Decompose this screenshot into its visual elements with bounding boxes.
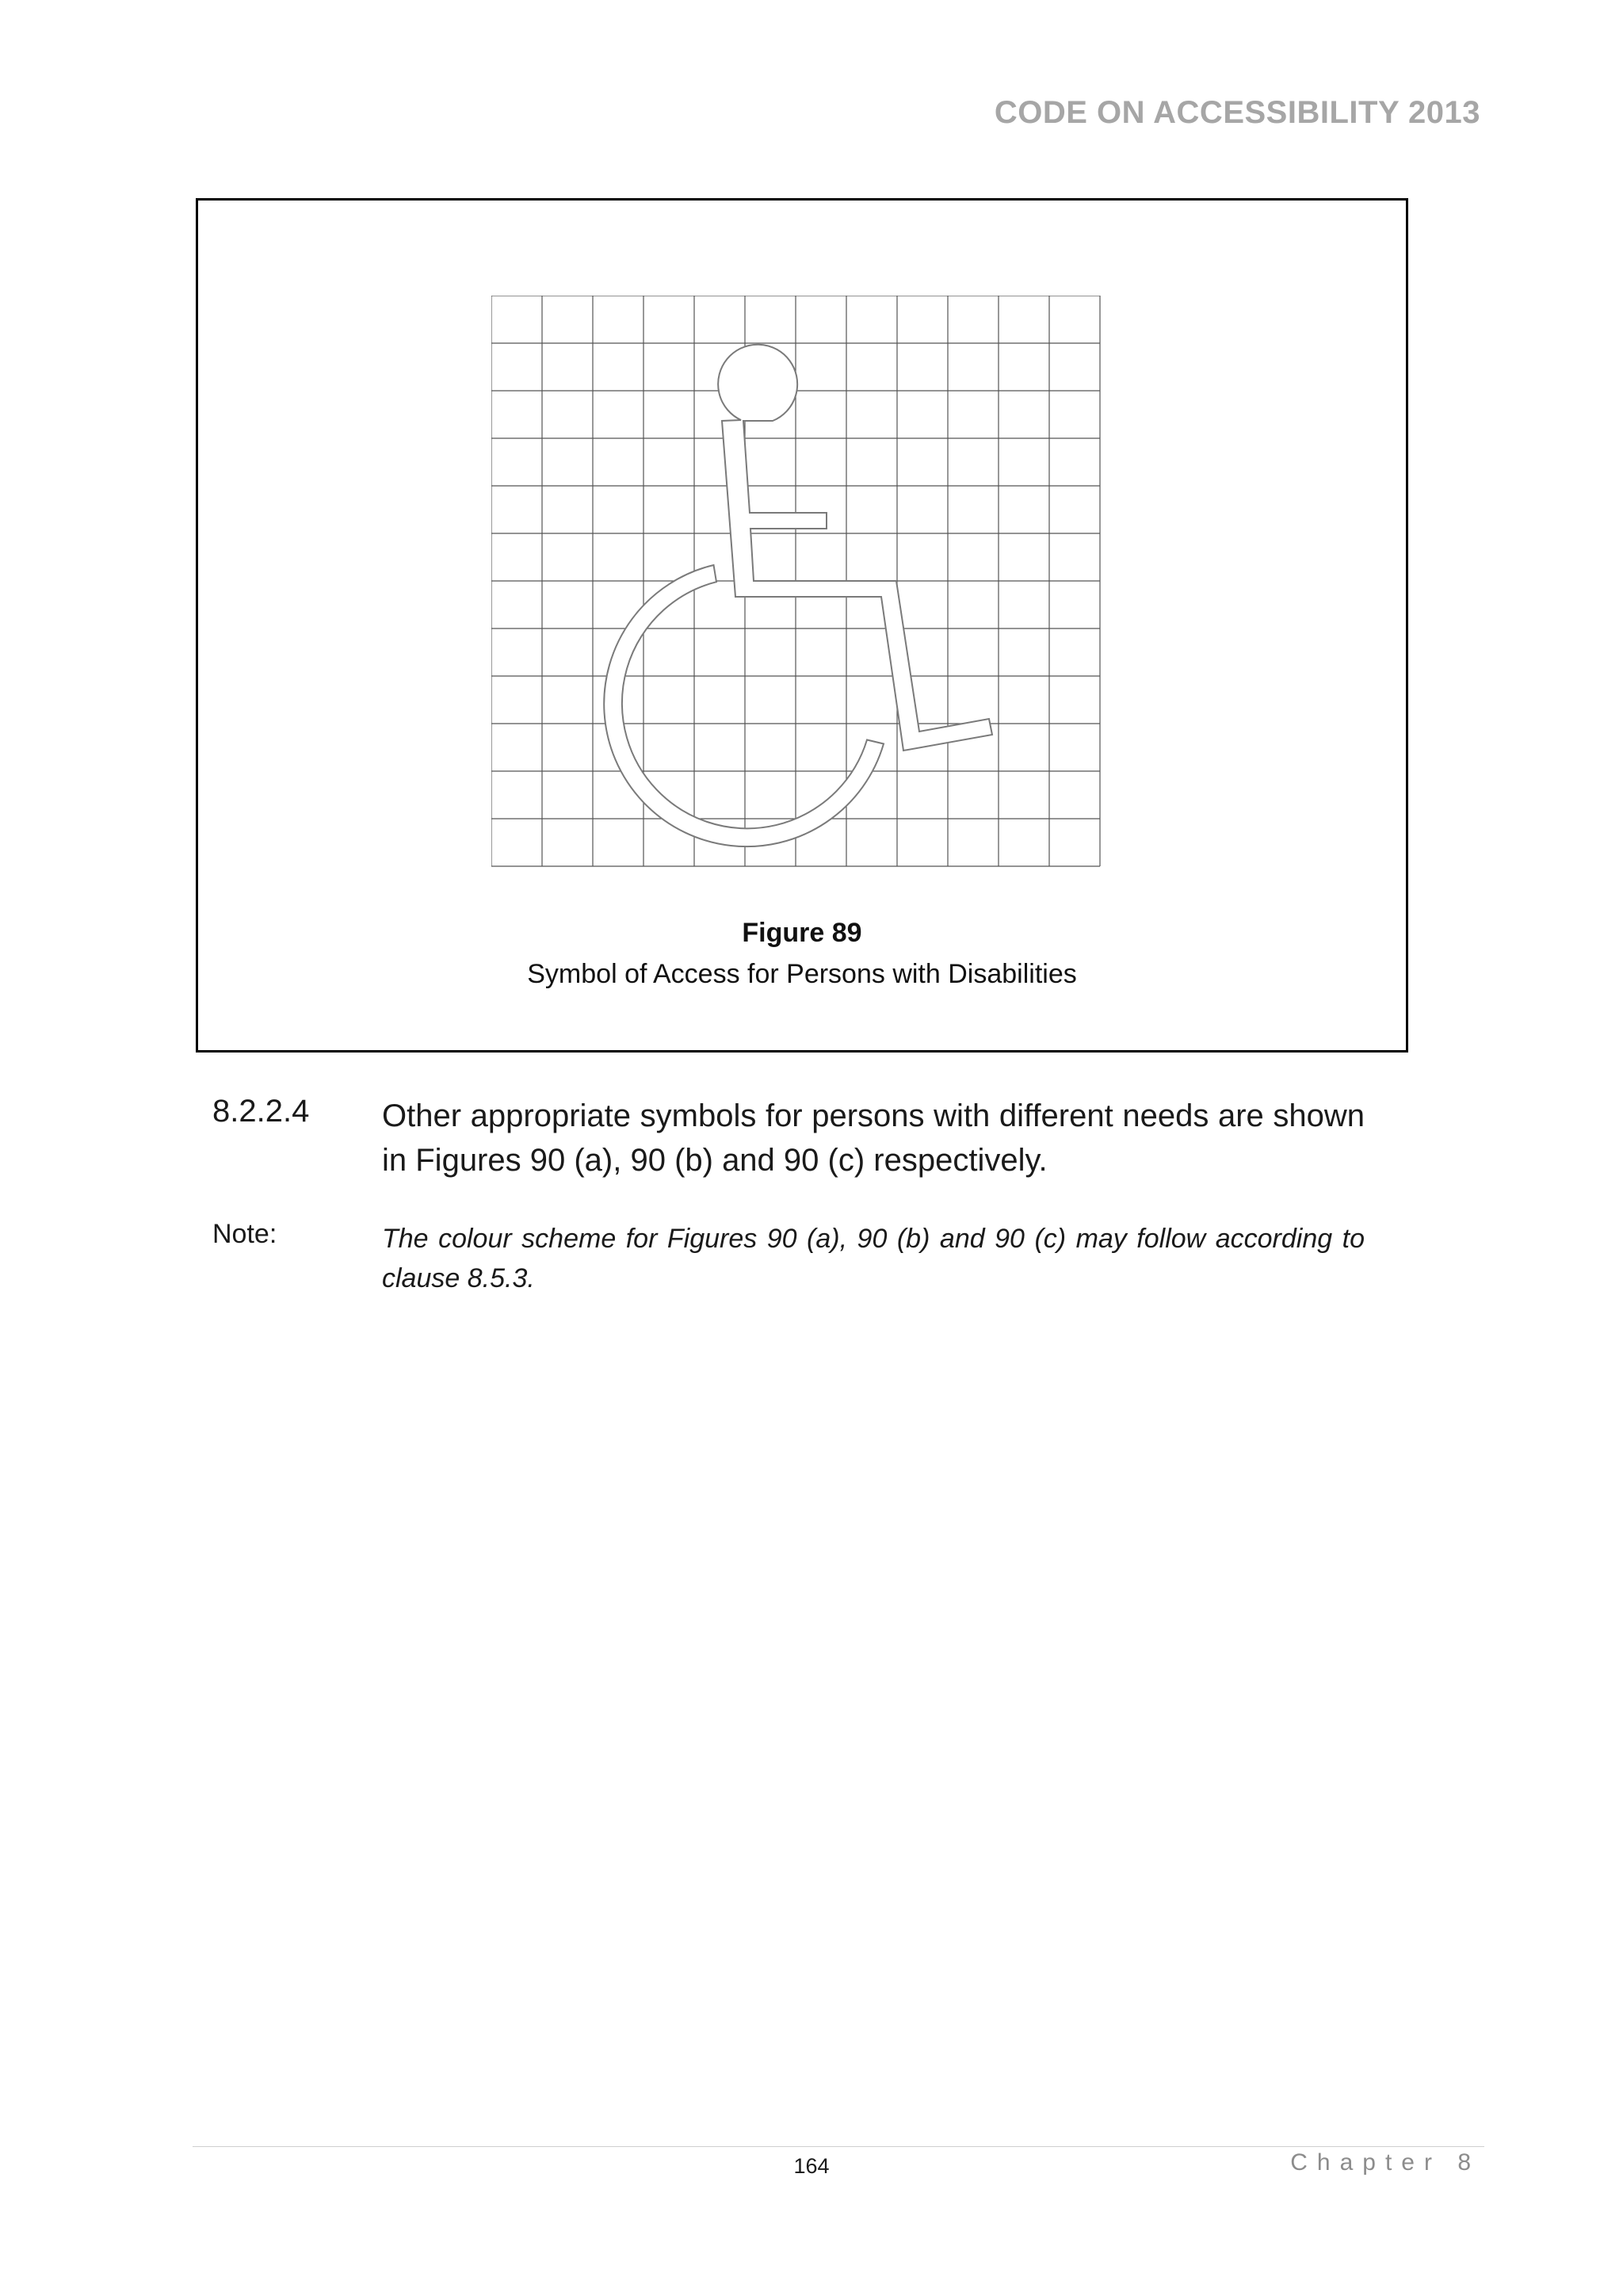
wheelchair-symbol-icon (491, 296, 1109, 882)
page-number: 164 (793, 2154, 830, 2178)
note-label: Note: (212, 1219, 277, 1249)
figure-frame (196, 198, 1408, 1052)
figure-number: Figure 89 (742, 918, 862, 948)
document-header-title: CODE ON ACCESSIBILITY 2013 (994, 95, 1480, 130)
note-text: The colour scheme for Figures 90 (a), 90 (b) and 90 (c) may follow according to clause 8.5.3. (382, 1224, 1365, 1293)
clause-text: Other appropriate symbols for persons with different needs are shown in Figures 90 (a), 90 (b) and 90 (c) respectively. (382, 1098, 1365, 1178)
figure-caption: Symbol of Access for Persons with Disabilities (527, 959, 1077, 989)
chapter-label: Chapter 8 (1290, 2149, 1480, 2176)
wheel-arc (604, 565, 884, 846)
footer-divider (193, 2146, 1484, 2147)
clause-number: 8.2.2.4 (212, 1094, 310, 1129)
wheelchair-figure (718, 345, 992, 751)
